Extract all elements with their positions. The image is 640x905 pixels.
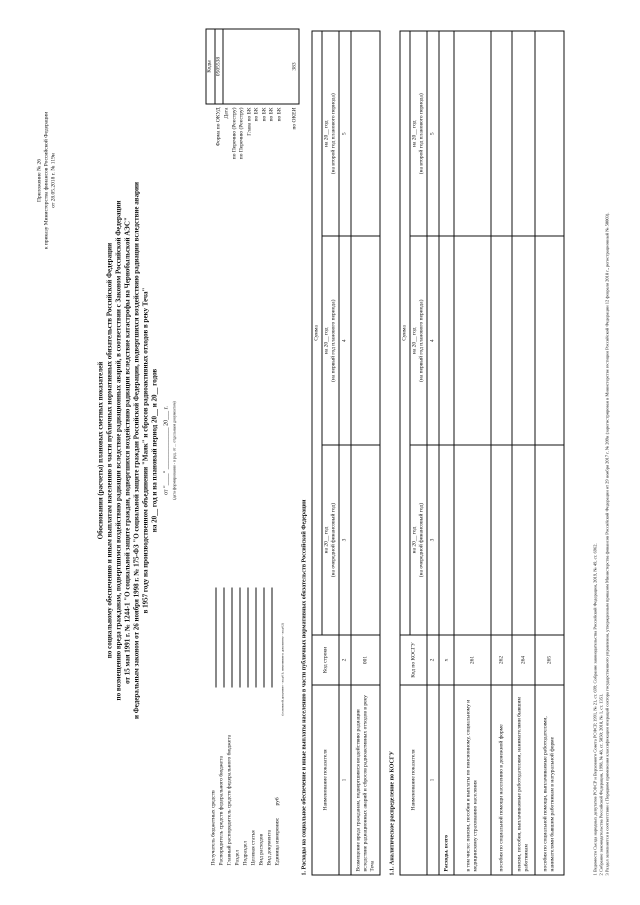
form-label: Вид расходов	[258, 833, 264, 865]
code-value	[276, 29, 284, 104]
code-value	[253, 29, 261, 104]
row-name: Возмещение вреда гражданам, подвергшимся воздействию радиации вследствие радиационных аварий и сбросов радиоактивных отходов в реку Теча	[351, 685, 380, 875]
row-code: x	[439, 635, 454, 685]
year-header: на 20__ год (на очередной финансовый год)	[322, 445, 339, 635]
row-code: 261	[454, 635, 491, 685]
form-label: Получатель бюджетных средств	[210, 789, 216, 865]
year-header: на 20__ год (на очередной финансовый год)	[410, 445, 427, 635]
unit-note: (основной документ - код 01; изменение к документу - код 02)	[280, 622, 284, 715]
code-label: по ОКЕИ	[291, 107, 297, 130]
table-row	[454, 31, 491, 875]
form-label: Главный распорядитель средств федерального бюджета	[226, 734, 232, 865]
code-value	[223, 29, 231, 104]
col-header-name: Наименование показателя	[400, 685, 427, 875]
code-value	[246, 29, 254, 104]
form-row	[248, 587, 256, 865]
row-code: 001	[351, 635, 380, 685]
table-row	[491, 31, 512, 875]
fill-line[interactable]	[257, 587, 264, 687]
code-label: Форма по ОКУД	[214, 107, 221, 146]
row-code: 265	[535, 635, 564, 685]
row-name: пособия по социальной помощи населению в денежной форме	[491, 685, 512, 875]
section-1-title: 1. Расходы на социальное обеспечение и иные выплаты населению в части публичных нормативных обязательств Российской Федерации	[301, 499, 307, 875]
appendix-line: к приказу Министерства финансов Российской Федерации	[43, 111, 49, 249]
row-name: в том числе: пенсии, пособия и выплаты по пенсионному, социальному и медицинскому страхованию населения	[454, 685, 491, 875]
footnote: 1 Ведомости Съезда народных депутатов РСФСР и Верховного Совета РСФСР, 1991, № 21, ст. 699; Собрание законодательства Российской Федерации, 2019, № 49, ст. 6962.	[592, 542, 597, 875]
fill-line[interactable]	[233, 587, 240, 687]
value-cell[interactable]	[439, 31, 454, 236]
section-1-table	[311, 30, 380, 875]
form-row	[224, 587, 232, 865]
row-name: Расходы, всего	[439, 685, 454, 875]
value-cell[interactable]	[454, 445, 491, 635]
col-header-name: Наименование показателя	[312, 685, 339, 875]
fill-line[interactable]	[209, 587, 216, 687]
section-1-1-table	[399, 30, 564, 875]
value-cell[interactable]	[535, 445, 564, 635]
form-label: Подраздел	[242, 840, 248, 865]
value-cell[interactable]	[351, 445, 380, 635]
fill-line[interactable]	[241, 587, 248, 687]
row-code: 264	[512, 635, 535, 685]
date-note: (дата формирования - в ред. от ... отдельным документом)	[171, 400, 176, 500]
code-value	[238, 29, 246, 104]
form-label: Целевая статья	[250, 829, 256, 865]
value-cell[interactable]	[512, 236, 535, 445]
column-numbers-row: 1 2 3 4 5	[339, 31, 351, 875]
code-value	[268, 29, 276, 104]
section-1-1-title: 1.1. Аналитическое распределение по КОСГУ	[389, 750, 395, 875]
col-header-code: Код по КОСГУ	[400, 635, 427, 685]
code-label: по Перечню (Реестру)	[230, 107, 237, 159]
value-cell[interactable]	[439, 445, 454, 635]
col-header-code: Код строки	[312, 635, 339, 685]
codes-table	[205, 28, 299, 162]
fill-line[interactable]	[225, 587, 232, 687]
value-cell[interactable]	[512, 31, 535, 236]
form-row	[256, 587, 264, 865]
row-name: пособия по социальной помощи, выплачиваемые работодателями, нанимателями бывшим работникам в натуральной форме	[535, 685, 564, 875]
value-cell[interactable]	[491, 31, 512, 236]
code-value	[261, 29, 269, 104]
unit-label: Единица измерения:	[274, 817, 280, 865]
title-line: от 15 мая 1991 г. № 1244-1 "О социальной защите граждан, подвергшихся воздействию радиации вследствие катастрофы на Чернобыльской АЭС"	[123, 216, 131, 684]
fill-line[interactable]	[249, 587, 256, 687]
col-header-sum: Сумма	[400, 31, 410, 635]
fill-line[interactable]	[217, 587, 224, 687]
year-header: на 20__ год (на первый год планового периода)	[322, 236, 339, 445]
unit-row	[272, 587, 280, 865]
value-cell[interactable]	[491, 445, 512, 635]
form-label: Вид документа	[266, 829, 272, 865]
year-header: на 20__ год (на первый год планового периода)	[410, 236, 427, 445]
form-row	[232, 587, 240, 865]
title-line: в 1957 году на производственном объединении "Маяк" и сбросов радиоактивных отходов в реку Теча"	[141, 287, 149, 613]
year-header: на 20__ год (на второй год планового периода)	[322, 31, 339, 236]
column-numbers-row: 1 2 3 4 5	[427, 31, 439, 875]
value-cell[interactable]	[491, 236, 512, 445]
table-row	[535, 31, 564, 875]
code-label: по БК	[260, 107, 267, 121]
code-label: по БК	[268, 107, 275, 121]
value-cell[interactable]	[535, 31, 564, 236]
code-value	[231, 29, 239, 104]
title-line: по возмещению вреда гражданам, подвергшимся воздействию радиации вследствие радиационных аварий, в соответствии с Законом Российской Федерации	[114, 200, 122, 700]
value-cell[interactable]	[535, 236, 564, 445]
table-row	[512, 31, 535, 875]
codes-header: Коды	[206, 29, 215, 104]
value-cell[interactable]	[351, 236, 380, 445]
footnote: 3 Раздел заполняется в соответствии с Порядком применения классификации операций сектора государственного управления, утвержденным приказом Министерства финансов Российской Федерации от 29 ноября 2017 г. № 209н (зарегистрирован в Министерстве юстиции Российской Федерации 12 февраля 2018 г., регистрационный № 50003).	[604, 212, 609, 875]
appendix-line: Приложение № 26	[36, 158, 42, 202]
value-cell[interactable]	[454, 31, 491, 236]
title-line: и Федеральным законом от 26 ноября 1998 г. № 175-ФЗ "О социальной защите граждан Российской Федерации, подвергшихся воздействию радиации вследствие аварии	[132, 181, 140, 719]
appendix-note	[36, 30, 57, 330]
code-label	[283, 104, 291, 162]
value-cell[interactable]	[351, 31, 380, 236]
form-row	[208, 587, 216, 865]
code-label: Глава по БК	[245, 107, 252, 136]
document-title	[96, 85, 176, 815]
code-label: по БК	[253, 107, 260, 121]
appendix-line: от 28.05.2018 г. № 119н	[50, 152, 56, 208]
value-cell[interactable]	[454, 236, 491, 445]
footnote: 2 Собрание законодательства Российской Федерации, 1998, № 48, ст. 5850; 2018, № 1, ст. 1351.	[598, 693, 603, 875]
code-value: 383	[291, 29, 299, 104]
row-code: 262	[491, 635, 512, 685]
value-cell[interactable]	[512, 445, 535, 635]
fill-line[interactable]	[265, 587, 272, 687]
date-line: от "____" ______________ 20___ г.	[163, 405, 169, 495]
code-label: Дата	[223, 107, 229, 118]
table-row	[351, 31, 380, 875]
title-line: Обоснования (расчеты) плановых сметных показателей	[96, 361, 104, 539]
code-label: по Перечню (Реестру)	[238, 107, 245, 159]
value-cell[interactable]	[439, 236, 454, 445]
year-header: на 20__ год (на второй год планового периода)	[410, 31, 427, 236]
title-line: по социальному обеспечению и иным выплатам населению в части публичных нормативных обязательств Российской Федерации	[105, 242, 113, 658]
code-value	[283, 29, 291, 104]
form-row	[240, 587, 248, 865]
code-label: по БК	[275, 107, 282, 121]
form-row	[216, 587, 224, 865]
title-line: на 20__ год и на плановый период 20__ и 20__ годов	[150, 368, 158, 532]
form-header	[208, 587, 284, 865]
table-row	[439, 31, 454, 875]
unit-value: руб	[274, 796, 280, 805]
code-value: 0505538	[214, 29, 223, 104]
form-row	[264, 587, 272, 865]
col-header-sum: Сумма	[312, 31, 322, 635]
row-name: пенсии, пособия, выплачиваемые работодателями, нанимателями бывшим работникам	[512, 685, 535, 875]
form-label: Раздел	[234, 849, 240, 865]
form-label: Распорядитель средств федерального бюджета	[218, 755, 224, 865]
footnotes	[592, 30, 610, 875]
